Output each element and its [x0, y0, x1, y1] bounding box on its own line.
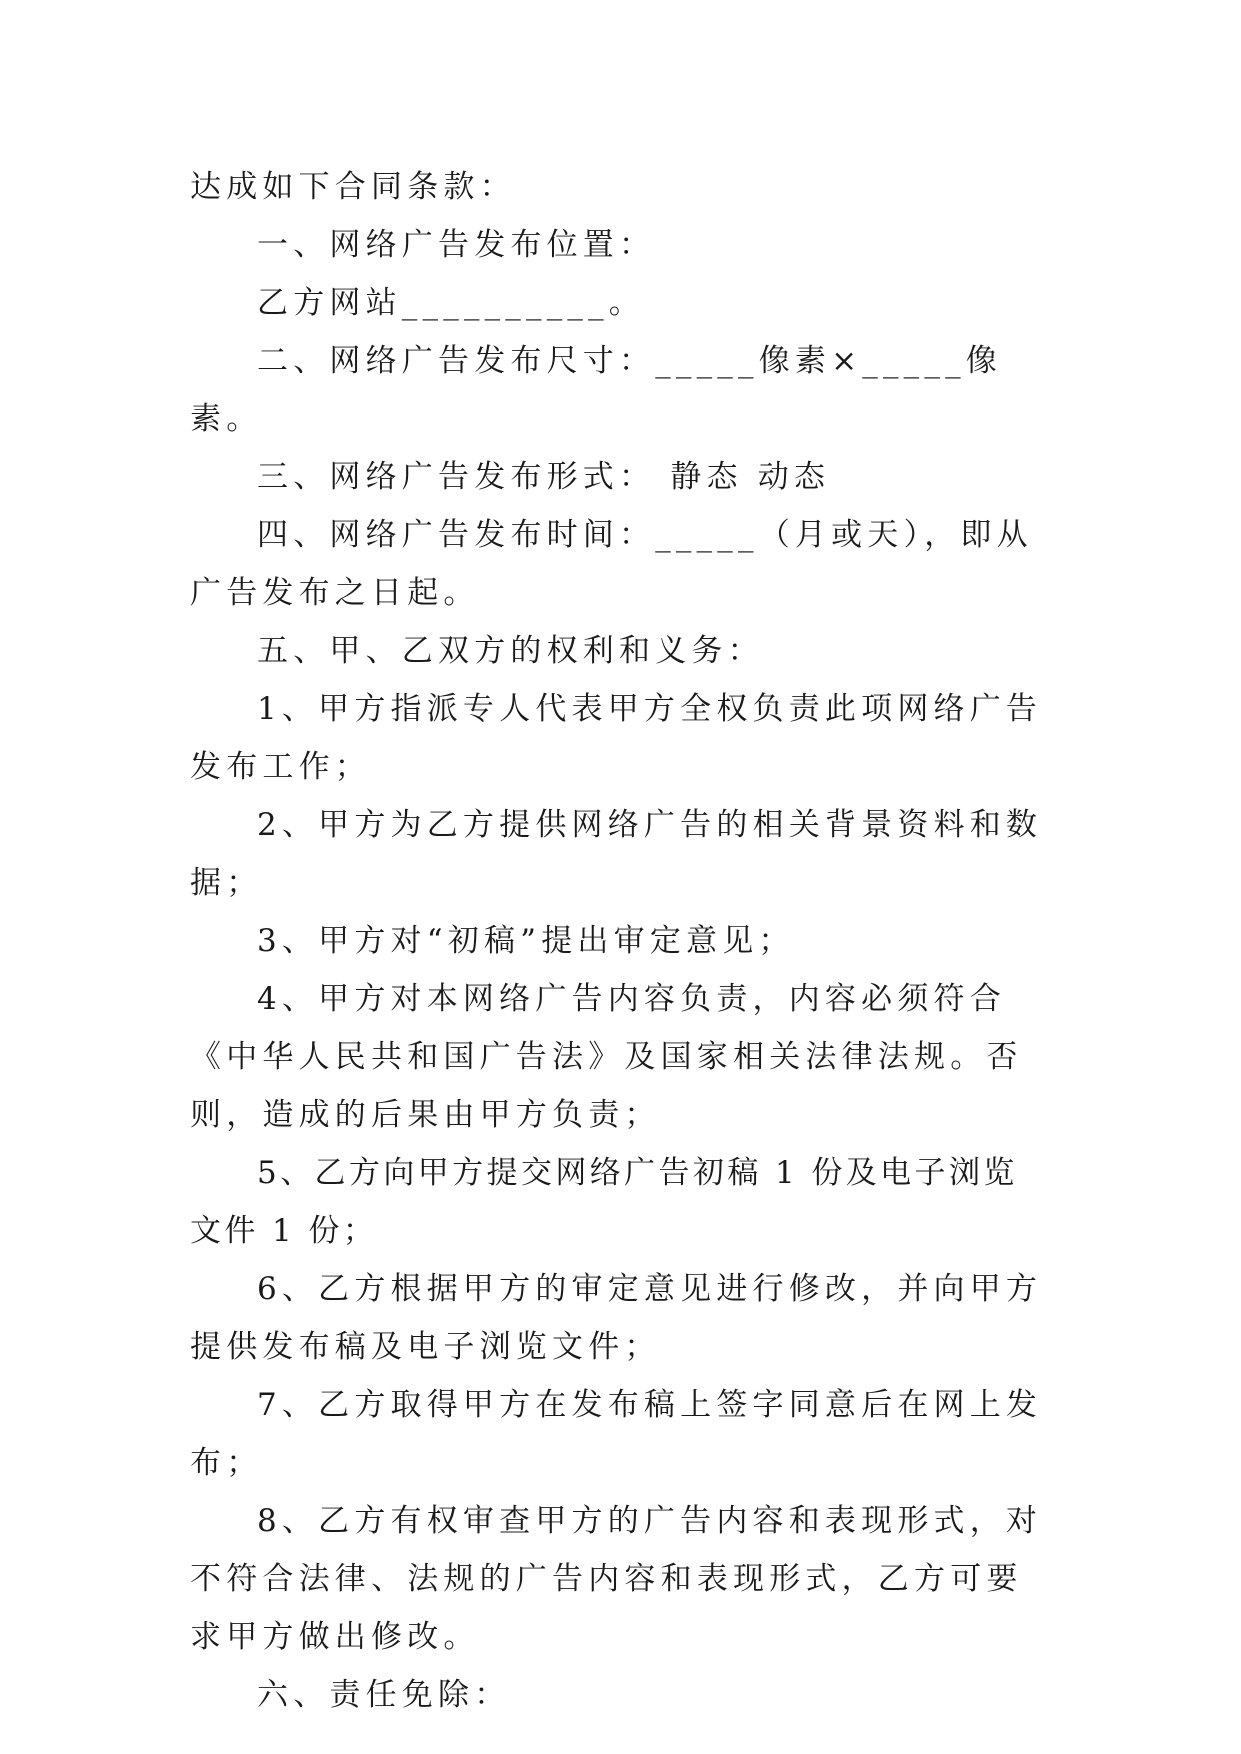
paragraph-clause-6: 6、乙方根据甲方的审定意见进行修改，并向甲方提供发布稿及电子浏览文件； [190, 1271, 1043, 1365]
paragraph-website-blank: 乙方网站__________。 [257, 285, 645, 321]
paragraph-section-5-heading: 五、甲、乙双方的权利和义务： [257, 633, 764, 669]
paragraph-section-3-format: 三、网络广告发布形式： 静态 动态 [257, 459, 831, 495]
paragraph-clause-2: 2、甲方为乙方提供网络广告的相关背景资料和数据； [190, 807, 1043, 901]
paragraph-clause-5: 5、乙方向甲方提交网络广告初稿 1 份及电子浏览文件 1 份； [190, 1155, 1018, 1249]
paragraph-section-1-heading: 一、网络广告发布位置： [257, 227, 656, 263]
paragraph-clause-8: 8、乙方有权审查甲方的广告内容和表现形式，对不符合法律、法规的广告内容和表现形式，乙方可要求甲方做出修改。 [190, 1503, 1043, 1655]
paragraph-intro: 达成如下合同条款： [190, 169, 516, 205]
paragraph-clause-3: 3、甲方对“初稿”提出审定意见； [257, 923, 795, 959]
paragraph-clause-4: 4、甲方对本网络广告内容负责，内容必须符合《中华人民共和国广告法》及国家相关法律法规。否则，造成的后果由甲方负责； [190, 981, 1023, 1133]
document-page [190, 158, 1052, 1724]
paragraph-section-2-size: 二、网络广告发布尺寸：_____像素×_____像素。 [190, 343, 1002, 437]
paragraph-section-6-heading: 六、责任免除： [257, 1677, 511, 1713]
paragraph-clause-7: 7、乙方取得甲方在发布稿上签字同意后在网上发布； [190, 1387, 1043, 1481]
paragraph-clause-1: 1、甲方指派专人代表甲方全权负责此项网络广告发布工作； [190, 691, 1043, 785]
paragraph-section-4-time: 四、网络广告发布时间：_____（月或天），即从广告发布之日起。 [190, 517, 1033, 611]
